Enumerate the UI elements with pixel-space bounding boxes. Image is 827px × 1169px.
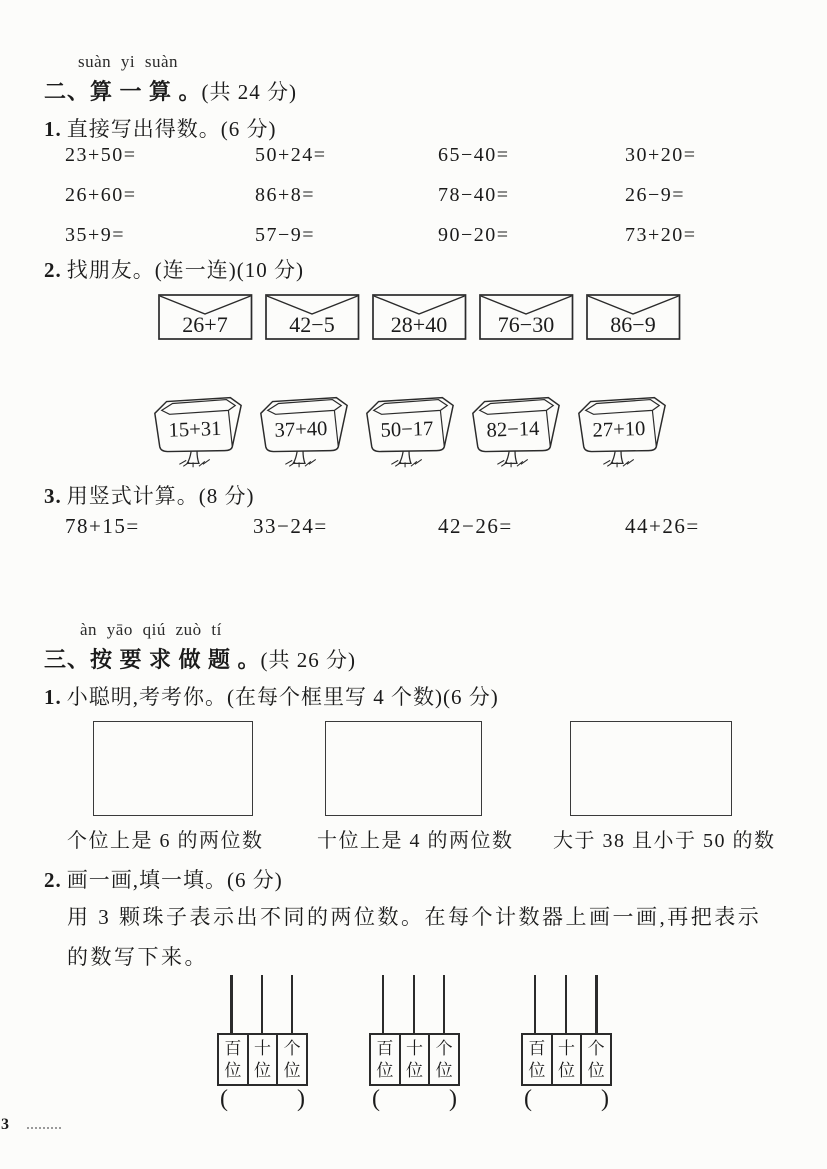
box-caption: 大于 38 且小于 50 的数 xyxy=(553,830,776,852)
paren-close: ) xyxy=(297,1086,305,1112)
question-2-1-label xyxy=(44,113,277,143)
vertical-calc-row xyxy=(65,514,785,539)
basket-expression: 27+10 xyxy=(592,417,646,442)
place-label-hundreds: 百位 xyxy=(376,1039,394,1080)
answer-box xyxy=(570,721,732,816)
question-3-1-label xyxy=(44,681,499,711)
ones-cell xyxy=(430,1035,458,1084)
box-caption: 十位上是 4 的两位数 xyxy=(317,830,514,852)
place-label-tens: 十位 xyxy=(254,1039,271,1080)
math-problem: 73+20= xyxy=(625,224,697,246)
envelope-icon xyxy=(372,293,467,346)
paren-open: ( xyxy=(372,1086,380,1112)
answer-box xyxy=(93,721,253,816)
basket-expression: 37+40 xyxy=(274,417,328,442)
counting-device xyxy=(369,975,460,1116)
hundreds-cell xyxy=(219,1035,249,1084)
answer-parens xyxy=(369,1086,460,1116)
counter-rod xyxy=(413,975,415,1033)
basket-icon xyxy=(570,388,672,475)
question-number: 1. xyxy=(44,685,62,709)
instruction-line-1: 用 3 颗珠子表示出不同的两位数。在每个计数器上画一画,再把表示 xyxy=(67,905,762,929)
envelope-icon xyxy=(479,293,574,346)
direct-calc-grid xyxy=(65,144,785,247)
page-footer-rule xyxy=(27,1127,61,1129)
section-two-title: 二、算 一 算 。 xyxy=(44,79,202,104)
tens-cell xyxy=(401,1035,431,1084)
counter-rod xyxy=(230,975,233,1033)
basket-icon xyxy=(464,388,566,475)
place-label-ones: 个位 xyxy=(435,1039,453,1080)
envelope-icon xyxy=(265,293,360,346)
answer-parens xyxy=(521,1086,612,1116)
counter-rod xyxy=(565,975,567,1033)
section-three-score: (共 26 分) xyxy=(260,648,357,672)
counter-rod xyxy=(595,975,598,1033)
basket-row xyxy=(146,388,672,475)
question-number: 2. xyxy=(44,868,62,892)
envelope-icon xyxy=(158,293,253,346)
instruction-line-2: 的数写下来。 xyxy=(67,945,208,969)
envelope-expression: 42−5 xyxy=(289,312,335,337)
section-two-score: (共 24 分) xyxy=(201,80,298,104)
counter-rod xyxy=(534,975,536,1033)
math-problem: 65−40= xyxy=(438,144,510,166)
question-text: 找朋友。(连一连)(10 分) xyxy=(66,258,304,282)
place-label-tens: 十位 xyxy=(558,1039,575,1080)
envelope-row xyxy=(158,293,681,346)
math-problem: 86+8= xyxy=(255,184,316,206)
place-label-hundreds: 百位 xyxy=(528,1039,546,1080)
box-caption: 个位上是 6 的两位数 xyxy=(67,830,264,852)
ones-cell xyxy=(582,1035,610,1084)
counter-rods xyxy=(369,975,460,1033)
answer-box xyxy=(325,721,482,816)
question-text: 小聪明,考考你。(在每个框里写 4 个数)(6 分) xyxy=(66,685,499,709)
ones-cell xyxy=(278,1035,306,1084)
math-problem: 57−9= xyxy=(255,224,316,246)
math-problem: 35+9= xyxy=(65,224,126,246)
question-number: 1. xyxy=(44,117,62,141)
math-problem: 42−26= xyxy=(438,514,513,538)
math-problem: 30+20= xyxy=(625,144,697,166)
tens-cell xyxy=(553,1035,583,1084)
counting-device xyxy=(217,975,308,1116)
question-text: 用竖式计算。(8 分) xyxy=(66,484,255,508)
place-label-ones: 个位 xyxy=(587,1039,605,1080)
counter-rod xyxy=(261,975,263,1033)
paren-open: ( xyxy=(524,1086,532,1112)
place-label-hundreds: 百位 xyxy=(224,1039,242,1080)
place-label-ones: 个位 xyxy=(283,1039,301,1080)
envelope-expression: 28+40 xyxy=(390,312,448,337)
question-text: 画一画,填一填。(6 分) xyxy=(66,868,283,892)
tens-cell xyxy=(249,1035,279,1084)
basket-icon xyxy=(146,388,248,475)
math-problem: 26−9= xyxy=(625,184,686,206)
question-2-2-label xyxy=(44,254,304,284)
envelope-icon xyxy=(586,293,681,346)
question-3-2-label xyxy=(44,864,283,894)
section-three-title: 三、按 要 求 做 题 。 xyxy=(44,647,261,672)
paren-close: ) xyxy=(449,1086,457,1112)
counting-device xyxy=(521,975,612,1116)
hundreds-cell xyxy=(523,1035,553,1084)
basket-icon xyxy=(252,388,354,475)
place-label-tens: 十位 xyxy=(406,1039,423,1080)
envelope-expression: 86−9 xyxy=(610,312,656,337)
section-three-pinyin: àn yāo qiú zuò tí xyxy=(80,620,222,639)
section-two-pinyin: suàn yi suàn xyxy=(78,52,179,71)
counter-rods xyxy=(521,975,612,1033)
question-number: 2. xyxy=(44,258,62,282)
counter-rod xyxy=(382,975,384,1033)
math-problem: 90−20= xyxy=(438,224,510,246)
page-number: 3 xyxy=(1,1116,9,1133)
math-problem: 50+24= xyxy=(255,144,327,166)
basket-expression: 50−17 xyxy=(380,417,434,442)
counter-rod xyxy=(443,975,445,1033)
section-three-heading xyxy=(44,643,356,674)
basket-expression: 82−14 xyxy=(486,417,540,442)
question-number: 3. xyxy=(44,484,62,508)
counter-box xyxy=(521,1033,612,1086)
counter-rod xyxy=(291,975,293,1033)
math-problem: 23+50= xyxy=(65,144,137,166)
math-problem: 33−24= xyxy=(253,514,328,538)
envelope-expression: 26+7 xyxy=(182,312,228,337)
basket-icon xyxy=(358,388,460,475)
section-two-heading xyxy=(44,75,297,106)
hundreds-cell xyxy=(371,1035,401,1084)
math-problem: 78−40= xyxy=(438,184,510,206)
counter-rods xyxy=(217,975,308,1033)
math-problem: 78+15= xyxy=(65,514,140,538)
math-problem: 44+26= xyxy=(625,514,700,538)
basket-expression: 15+31 xyxy=(168,417,222,442)
question-2-3-label xyxy=(44,480,255,510)
math-problem: 26+60= xyxy=(65,184,137,206)
answer-parens xyxy=(217,1086,308,1116)
question-text: 直接写出得数。(6 分) xyxy=(66,117,277,141)
counter-box xyxy=(369,1033,460,1086)
counter-box xyxy=(217,1033,308,1086)
paren-open: ( xyxy=(220,1086,228,1112)
envelope-expression: 76−30 xyxy=(497,312,555,337)
paren-close: ) xyxy=(601,1086,609,1112)
